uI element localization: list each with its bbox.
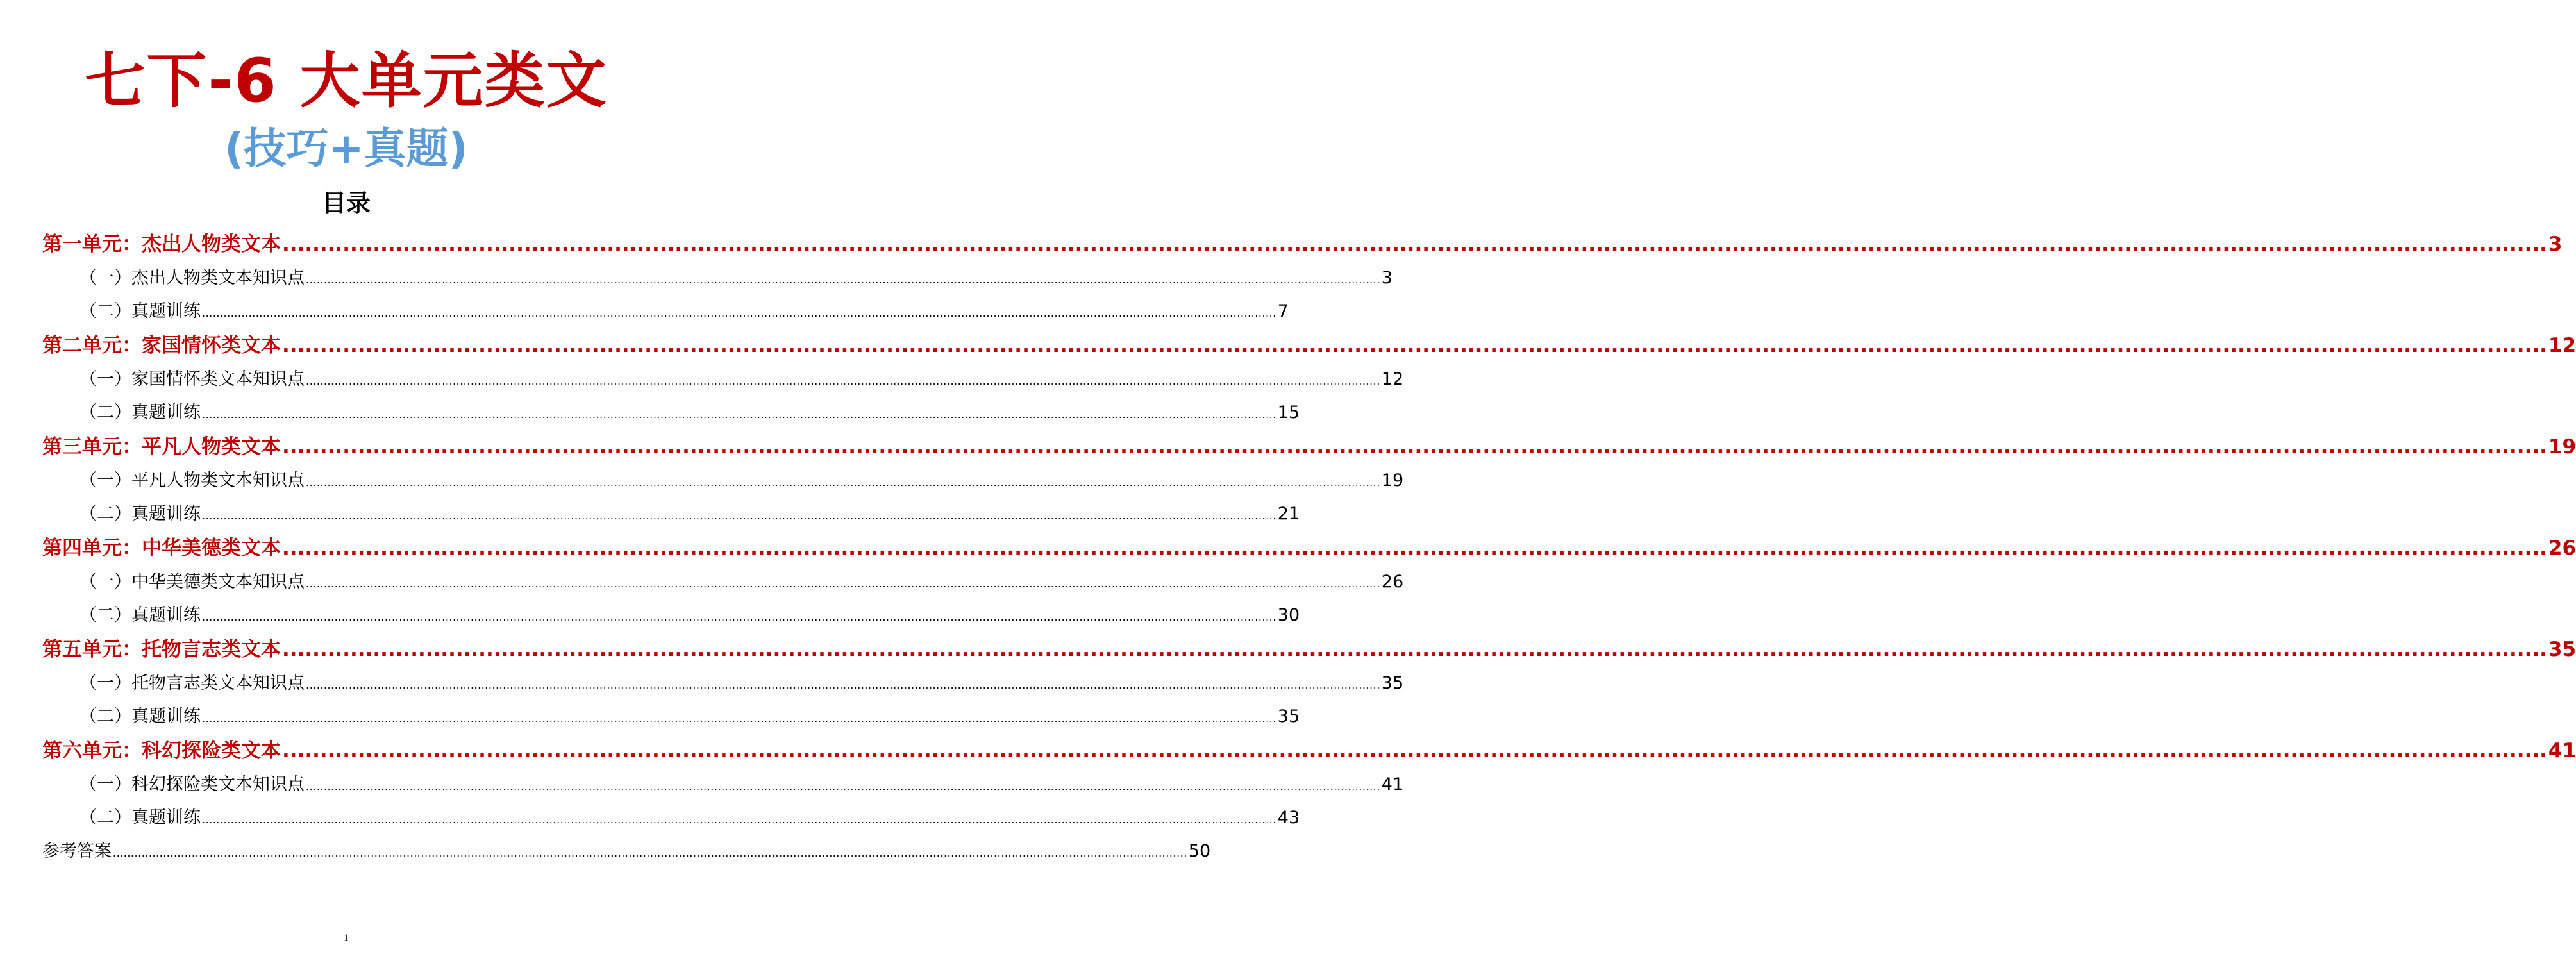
toc-sub-label: （一）家国情怀类文本知识点 — [79, 369, 305, 389]
toc-answers[interactable] — [42, 835, 1211, 868]
toc-sub-label: （二）真题训练 — [79, 301, 201, 321]
toc-sub-label: （一）平凡人物类文本知识点 — [79, 471, 305, 490]
toc-sub-label: （一）杰出人物类文本知识点 — [79, 268, 305, 288]
dot-leader: ............................................................................................................................................................................................................................................................................................................ — [306, 375, 1380, 387]
dot-leader: ............................................................................................................................................................................................................................................................................................................ — [202, 611, 1276, 623]
toc-unit-4[interactable] — [42, 531, 2576, 565]
toc-subsection[interactable] — [42, 262, 1393, 295]
toc-unit-label: 第五单元：托物言志类文本 — [42, 638, 281, 661]
toc-page-number: 7 — [1277, 301, 1289, 321]
toc-page-number: 41 — [2548, 739, 2576, 762]
dot-leader: ............................................................................................................................................................................................................................................................................................................ — [306, 274, 1380, 286]
dot-leader: ............................................................................................................................................................................................................................................................................................................ — [306, 679, 1380, 691]
toc-page-number: 19 — [1381, 471, 1404, 490]
toc-page-number: 26 — [1381, 572, 1404, 592]
toc-sub-label: （二）真题训练 — [79, 605, 201, 625]
toc-page-number: 35 — [1277, 707, 1300, 726]
dot-leader: ............................................................................................................................................................................................................................................................................................................ — [113, 847, 1187, 859]
table-of-contents — [42, 227, 2576, 868]
toc-sub-label: （一）托物言志类文本知识点 — [79, 673, 305, 693]
dot-leader: ............................................................................................................................................................................................................................................................................................................ — [202, 814, 1276, 826]
toc-page-number: 35 — [1381, 673, 1404, 693]
toc-page-number: 21 — [1277, 504, 1300, 524]
toc-unit-label: 第三单元：平凡人物类文本 — [42, 435, 281, 458]
toc-subsection[interactable] — [42, 363, 1404, 396]
toc-subsection[interactable] — [42, 599, 1300, 632]
toc-page-number: 50 — [1188, 841, 1211, 861]
toc-subsection[interactable] — [42, 768, 1404, 801]
toc-answers-label: 参考答案 — [42, 841, 112, 861]
dot-leader: ............................................................................................................................................................................................................................................................................................................ — [306, 578, 1380, 590]
dot-leader: ............................................................................................................................................................................................................................................................................................................ — [306, 780, 1380, 792]
toc-page-number: 26 — [2548, 537, 2576, 560]
toc-unit-5[interactable] — [42, 632, 2576, 667]
toc-subsection[interactable] — [42, 700, 1300, 733]
toc-subsection[interactable] — [42, 565, 1404, 599]
toc-page-number: 43 — [1277, 808, 1300, 828]
dot-leader: ............................................................................................................................................................................................................................................................................................................ — [282, 435, 2547, 458]
dot-leader: ............................................................................................................................................................................................................................................................................................................ — [202, 408, 1276, 421]
toc-page-number: 41 — [1381, 774, 1404, 794]
toc-sub-label: （二）真题训练 — [79, 504, 201, 524]
toc-subsection[interactable] — [42, 396, 1300, 430]
toc-unit-label: 第一单元：杰出人物类文本 — [42, 233, 281, 256]
dot-leader: ............................................................................................................................................................................................................................................................................................................ — [282, 334, 2547, 357]
toc-subsection[interactable] — [42, 801, 1300, 835]
toc-page-number: 12 — [1381, 369, 1404, 389]
toc-sub-label: （二）真题训练 — [79, 707, 201, 726]
toc-unit-label: 第四单元：中华美德类文本 — [42, 537, 281, 560]
toc-unit-3[interactable] — [42, 430, 2576, 464]
toc-sub-label: （二）真题训练 — [79, 403, 201, 423]
toc-unit-1[interactable] — [42, 227, 2563, 262]
toc-unit-6[interactable] — [42, 733, 2576, 768]
dot-leader: ............................................................................................................................................................................................................................................................................................................ — [282, 537, 2547, 560]
dot-leader: ............................................................................................................................................................................................................................................................................................................ — [202, 307, 1276, 319]
toc-page-number: 12 — [2548, 334, 2576, 357]
document-title: 七下-6 大单元类文 — [85, 46, 608, 116]
toc-page-number: 35 — [2548, 638, 2576, 661]
toc-unit-2[interactable] — [42, 328, 2576, 363]
toc-subsection[interactable] — [42, 498, 1300, 531]
toc-unit-label: 第二单元：家国情怀类文本 — [42, 334, 281, 357]
toc-subsection[interactable] — [42, 667, 1404, 700]
page-number: 1 — [344, 933, 349, 943]
toc-page-number: 3 — [2548, 233, 2563, 256]
dot-leader: ............................................................................................................................................................................................................................................................................................................ — [282, 739, 2547, 762]
dot-leader: ............................................................................................................................................................................................................................................................................................................ — [306, 476, 1380, 489]
toc-unit-label: 第六单元：科幻探险类文本 — [42, 739, 281, 762]
toc-subsection[interactable] — [42, 464, 1404, 498]
dot-leader: ............................................................................................................................................................................................................................................................................................................ — [202, 712, 1276, 724]
toc-subsection[interactable] — [42, 295, 1289, 328]
document-subtitle: (技巧+真题) — [224, 124, 468, 173]
dot-leader: ............................................................................................................................................................................................................................................................................................................ — [282, 638, 2547, 661]
dot-leader: ............................................................................................................................................................................................................................................................................................................ — [282, 233, 2547, 256]
dot-leader: ............................................................................................................................................................................................................................................................................................................ — [202, 510, 1276, 522]
toc-sub-label: （一）科幻探险类文本知识点 — [79, 774, 305, 794]
toc-sub-label: （一）中华美德类文本知识点 — [79, 572, 305, 592]
toc-page-number: 30 — [1277, 605, 1300, 625]
toc-heading: 目录 — [321, 189, 371, 217]
toc-page-number: 15 — [1277, 403, 1300, 423]
toc-page-number: 3 — [1381, 268, 1393, 288]
toc-sub-label: （二）真题训练 — [79, 808, 201, 828]
toc-page-number: 19 — [2548, 435, 2576, 458]
